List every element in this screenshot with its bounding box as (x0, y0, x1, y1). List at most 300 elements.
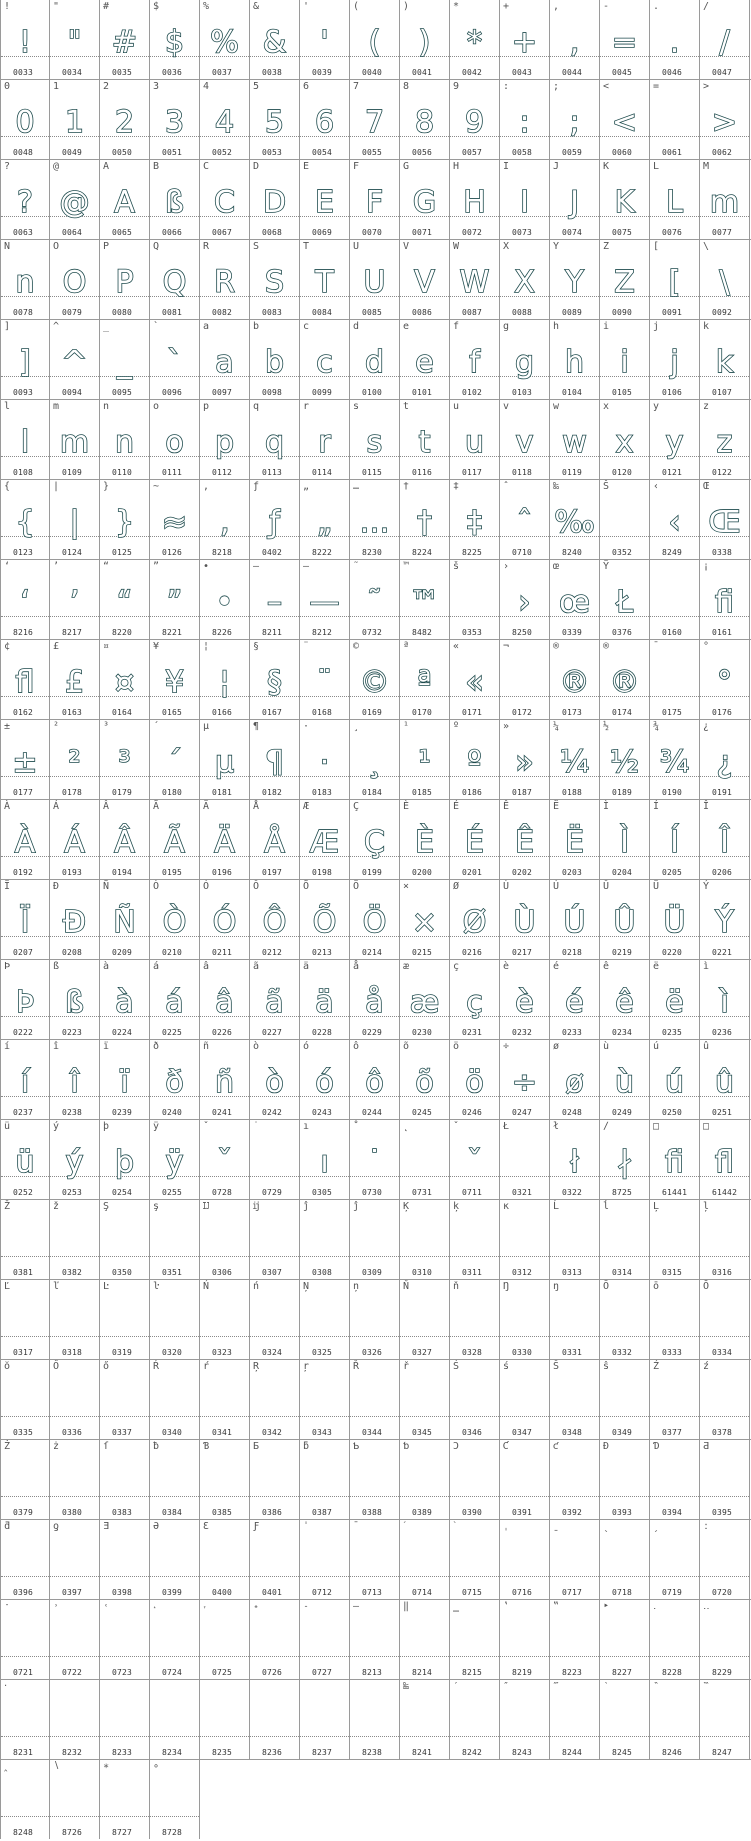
glyph-code: 0123 (13, 548, 34, 557)
glyph-sample: ; (569, 105, 580, 140)
glyph-sample: J (570, 185, 579, 220)
glyph-cell (0, 1360, 50, 1439)
glyph-sample (450, 574, 499, 618)
glyph-sample: Á (64, 825, 85, 860)
glyph-code: 0041 (412, 68, 433, 77)
glyph-code: 8249 (662, 548, 683, 557)
glyph-sample: ± (12, 745, 38, 780)
glyph-code: 0103 (512, 388, 533, 397)
glyph-code: 0237 (13, 1108, 34, 1117)
glyph-sample: ý (65, 1145, 84, 1180)
glyph-row (0, 80, 751, 160)
glyph-code: 0182 (262, 788, 283, 797)
glyph-cell (100, 1200, 150, 1279)
glyph-label: N (4, 241, 11, 252)
glyph-sample: # (111, 25, 138, 60)
glyph-cell (350, 1120, 400, 1199)
glyph-sample: ' (320, 25, 329, 60)
glyph-sample (450, 1614, 499, 1658)
glyph-label: ˌ (503, 1521, 510, 1532)
glyph-cell (200, 1600, 250, 1679)
glyph-sample: < (611, 105, 638, 140)
glyph-cell (600, 800, 650, 879)
glyph-code: 0179 (112, 788, 133, 797)
glyph-cell (350, 1440, 400, 1519)
glyph-cell (450, 400, 500, 479)
glyph-code: 0239 (112, 1108, 133, 1117)
glyph-sample: w (562, 425, 587, 460)
glyph-label: | (53, 481, 60, 492)
empty-slot (600, 1760, 650, 1839)
glyph-sample (400, 1294, 449, 1338)
glyph-label: Ŋ (503, 1281, 510, 1292)
glyph-sample (50, 1694, 99, 1738)
glyph-code: 0086 (412, 308, 433, 317)
glyph-code: 0099 (312, 388, 333, 397)
glyph-cell (650, 880, 700, 959)
glyph-label: Ñ (103, 881, 110, 892)
glyph-cell (200, 800, 250, 879)
glyph-code: 0399 (162, 1588, 183, 1597)
glyph-label: ƒ (253, 481, 260, 492)
glyph-label: ł (553, 1121, 560, 1132)
glyph-code: 8229 (712, 1668, 733, 1677)
glyph-code: 0101 (412, 388, 433, 397)
glyph-cell (400, 1440, 450, 1519)
glyph-label: ļ (703, 1201, 710, 1212)
glyph-cell (700, 800, 750, 879)
glyph-cell (650, 720, 700, 799)
glyph-cell (600, 400, 650, 479)
glyph-sample: ¾ (659, 745, 690, 780)
glyph-cell (0, 880, 50, 959)
glyph-code: 0170 (412, 708, 433, 717)
glyph-sample: ˜ (367, 585, 382, 620)
glyph-label: Ŏ (703, 1281, 710, 1292)
glyph-sample: C (214, 185, 235, 220)
glyph-code: 0717 (562, 1588, 583, 1597)
glyph-cell (450, 1360, 500, 1439)
glyph-label: ´ (153, 721, 160, 732)
glyph-code: 0384 (162, 1508, 183, 1517)
glyph-label: Ö (353, 881, 360, 892)
glyph-code: 0064 (62, 228, 83, 237)
glyph-code: 0316 (712, 1268, 733, 1277)
glyph-sample (650, 654, 699, 698)
glyph-cell (700, 1120, 750, 1199)
glyph-code: 0125 (112, 548, 133, 557)
glyph-code: 0240 (162, 1108, 183, 1117)
glyph-label: Ŝ (553, 1361, 560, 1372)
glyph-cell (500, 1120, 550, 1199)
glyph-sample: [ (668, 265, 681, 300)
glyph-sample (500, 1454, 549, 1498)
glyph-label: W (453, 241, 460, 252)
glyph-code: 0380 (62, 1508, 83, 1517)
glyph-sample (450, 1214, 499, 1258)
glyph-code: 0212 (262, 948, 283, 957)
glyph-code: 0395 (712, 1508, 733, 1517)
glyph-cell (300, 880, 350, 959)
glyph-sample (600, 1614, 649, 1658)
glyph-code: 0190 (662, 788, 683, 797)
glyph-cell (50, 560, 100, 639)
glyph-label: o (153, 401, 160, 412)
glyph-sample: ì (720, 985, 729, 1020)
glyph-label: ˈ (303, 1521, 310, 1532)
glyph-cell (50, 1760, 100, 1839)
glyph-cell (50, 400, 100, 479)
glyph-sample: Ì (620, 825, 629, 860)
glyph-label: s (353, 401, 360, 412)
glyph-cell (300, 1200, 350, 1279)
glyph-code: 0334 (712, 1348, 733, 1357)
glyph-code: 0393 (612, 1508, 633, 1517)
glyph-label: p (203, 401, 210, 412)
glyph-cell (100, 1360, 150, 1439)
glyph-cell (400, 880, 450, 959)
glyph-label: Ł (503, 1121, 510, 1132)
glyph-label: Ƅ (353, 1441, 360, 1452)
glyph-sample: – (267, 585, 282, 620)
glyph-label: ň (453, 1281, 460, 1292)
glyph-cell (450, 80, 500, 159)
glyph-cell (400, 0, 450, 79)
glyph-cell (650, 400, 700, 479)
glyph-cell (550, 1040, 600, 1119)
glyph-code: 0055 (362, 148, 383, 157)
glyph-sample: ’ (69, 585, 80, 620)
glyph-sample (300, 1294, 349, 1338)
glyph-cell (300, 400, 350, 479)
glyph-cell (600, 240, 650, 319)
glyph-label: ń (253, 1281, 260, 1292)
glyph-code: 0084 (312, 308, 333, 317)
empty-slot (250, 1760, 300, 1839)
glyph-label: C (203, 161, 210, 172)
glyph-sample: ‡ (467, 505, 482, 540)
glyph-cell (650, 1360, 700, 1439)
glyph-sample: ü (15, 1145, 35, 1180)
glyph-label: m (53, 401, 60, 412)
glyph-code: 0387 (312, 1508, 333, 1517)
glyph-sample (650, 1454, 699, 1498)
glyph-label: Ï (4, 881, 11, 892)
glyph-cell (400, 1200, 450, 1279)
glyph-code: 0039 (312, 68, 333, 77)
glyph-label: Õ (303, 881, 310, 892)
glyph-label: Ľ (4, 1281, 11, 1292)
glyph-sample (550, 1614, 599, 1658)
glyph-sample (100, 1774, 149, 1818)
glyph-sample: ó (315, 1065, 334, 1100)
glyph-sample: ‹ (668, 505, 681, 540)
glyph-cell (150, 160, 200, 239)
glyph-code: 8225 (462, 548, 483, 557)
glyph-code: 0714 (412, 1588, 433, 1597)
glyph-cell (150, 400, 200, 479)
glyph-code: 0330 (512, 1348, 533, 1357)
glyph-cell (100, 1600, 150, 1679)
glyph-cell (600, 880, 650, 959)
glyph-code: 0255 (162, 1188, 183, 1197)
glyph-label: Ƌ (703, 1441, 710, 1452)
glyph-label: Ż (4, 1441, 11, 1452)
glyph-cell (150, 1600, 200, 1679)
glyph-cell (500, 480, 550, 559)
glyph-label: ż (53, 1441, 60, 1452)
glyph-label: ˏ (653, 1521, 660, 1532)
glyph-sample: m (709, 185, 740, 220)
glyph-label: Ò (153, 881, 160, 892)
glyph-code: 8226 (212, 628, 233, 637)
glyph-label: ¿ (703, 721, 710, 732)
glyph-code: 61442 (712, 1188, 738, 1197)
glyph-label: á (153, 961, 160, 972)
glyph-cell (50, 1120, 100, 1199)
glyph-sample (100, 1614, 149, 1658)
glyph-cell (50, 160, 100, 239)
glyph-sample: Ô (262, 905, 287, 940)
glyph-label: ~ (153, 481, 160, 492)
glyph-sample (250, 1454, 299, 1498)
glyph-code: 0386 (262, 1508, 283, 1517)
glyph-sample: A (114, 185, 135, 220)
glyph-code: 0033 (13, 68, 34, 77)
glyph-code: 0390 (462, 1508, 483, 1517)
glyph-sample (700, 1694, 749, 1738)
glyph-label: 2 (103, 81, 110, 92)
glyph-sample: } (114, 505, 135, 540)
glyph-sample: u (464, 425, 484, 460)
glyph-code: 0308 (312, 1268, 333, 1277)
glyph-code: 0353 (462, 628, 483, 637)
glyph-code: 0232 (512, 1028, 533, 1037)
glyph-code: 0165 (162, 708, 183, 717)
glyph-code: 0379 (13, 1508, 34, 1517)
glyph-sample (1, 1534, 49, 1578)
glyph-cell (300, 960, 350, 1039)
glyph-code: 8245 (612, 1748, 633, 1757)
glyph-sample: £ (64, 665, 85, 700)
glyph-code: 0097 (212, 388, 233, 397)
glyph-cell (0, 1200, 50, 1279)
glyph-cell (550, 960, 600, 1039)
empty-slot (700, 1760, 750, 1839)
glyph-sample: @ (59, 185, 90, 220)
glyph-sample (350, 1294, 399, 1338)
glyph-cell (0, 640, 50, 719)
glyph-code: 0719 (662, 1588, 683, 1597)
glyph-cell (600, 960, 650, 1039)
glyph-cell (550, 720, 600, 799)
glyph-sample (1, 1294, 49, 1338)
glyph-label: O (53, 241, 60, 252)
glyph-sample (650, 1534, 699, 1578)
glyph-label: ã (253, 961, 260, 972)
glyph-code: 0722 (62, 1668, 83, 1677)
glyph-code: 0728 (212, 1188, 233, 1197)
glyph-cell (300, 320, 350, 399)
glyph-code: 0079 (62, 308, 83, 317)
glyph-code: 0037 (212, 68, 233, 77)
glyph-label: ſ (103, 1441, 110, 1452)
glyph-code: 0122 (712, 468, 733, 477)
glyph-code: 0087 (462, 308, 483, 317)
glyph-label: à (103, 961, 110, 972)
glyph-sample: þ (114, 1145, 135, 1180)
glyph-label: ŀ (153, 1281, 160, 1292)
glyph-label: Ƈ (503, 1441, 510, 1452)
glyph-sample: ` (167, 345, 182, 380)
glyph-sample: ù (614, 1065, 634, 1100)
glyph-label: ő (103, 1361, 110, 1372)
glyph-sample (250, 1294, 299, 1338)
glyph-label: ¯ (653, 641, 660, 652)
glyph-code: 0221 (712, 948, 733, 957)
glyph-label: v (503, 401, 510, 412)
glyph-cell (0, 1440, 50, 1519)
glyph-code: 0202 (512, 868, 533, 877)
glyph-cell (50, 480, 100, 559)
glyph-cell (50, 1600, 100, 1679)
glyph-code: 8482 (412, 628, 433, 637)
glyph-cell (600, 1040, 650, 1119)
glyph-cell (300, 1520, 350, 1599)
glyph-code: 8235 (212, 1748, 233, 1757)
glyph-label: j (653, 321, 660, 332)
glyph-label: * (453, 1, 460, 12)
glyph-cell (150, 880, 200, 959)
glyph-label: Ê (503, 801, 510, 812)
glyph-cell (400, 1520, 450, 1599)
glyph-cell (650, 320, 700, 399)
glyph-label: x (603, 401, 610, 412)
glyph-code: 0322 (562, 1188, 583, 1197)
glyph-sample: û (714, 1065, 734, 1100)
glyph-label: ¶ (253, 721, 260, 732)
glyph-code: 0711 (462, 1188, 483, 1197)
glyph-label: º (453, 721, 460, 732)
glyph-label: l (4, 401, 11, 412)
glyph-cell (150, 480, 200, 559)
glyph-sample: p (214, 425, 235, 460)
glyph-label: ‟ (553, 1601, 560, 1612)
glyph-code: 8237 (312, 1748, 333, 1757)
glyph-cell (500, 880, 550, 959)
glyph-sample (350, 1374, 399, 1418)
glyph-label: Ë (553, 801, 560, 812)
glyph-code: 0729 (262, 1188, 283, 1197)
glyph-cell (200, 960, 250, 1039)
glyph-label: r (303, 401, 310, 412)
empty-slot (450, 1760, 500, 1839)
glyph-sample (150, 1614, 199, 1658)
glyph-code: 0345 (412, 1428, 433, 1437)
glyph-code: 0400 (212, 1588, 233, 1597)
glyph-code: 0242 (262, 1108, 283, 1117)
glyph-sample: Å (264, 825, 285, 860)
glyph-code: 8212 (312, 628, 333, 637)
glyph-sample (200, 1374, 249, 1418)
glyph-label: ý (53, 1121, 60, 1132)
glyph-code: 0043 (512, 68, 533, 77)
glyph-sample: r (318, 425, 331, 460)
glyph-sample: t (418, 425, 431, 460)
glyph-label: ƌ (4, 1521, 11, 1532)
glyph-code: 0397 (62, 1588, 83, 1597)
glyph-sample: ∤ (617, 1145, 632, 1180)
glyph-code: 0058 (512, 148, 533, 157)
glyph-cell (550, 1200, 600, 1279)
glyph-sample: ? (17, 185, 33, 220)
glyph-code: 0332 (612, 1348, 633, 1357)
glyph-label: Ś (453, 1361, 460, 1372)
glyph-sample: Ý (715, 905, 734, 940)
glyph-label: â (203, 961, 210, 972)
glyph-sample (250, 1694, 299, 1738)
glyph-cell (400, 640, 450, 719)
glyph-label: è (503, 961, 510, 972)
glyph-code: 0056 (412, 148, 433, 157)
glyph-code: 0060 (612, 148, 633, 157)
glyph-code: 0312 (512, 1268, 533, 1277)
glyph-sample: " (67, 25, 82, 60)
glyph-cell (400, 1040, 450, 1119)
glyph-cell (350, 240, 400, 319)
glyph-cell (200, 320, 250, 399)
glyph-cell (250, 960, 300, 1039)
glyph-code: 0731 (412, 1188, 433, 1197)
glyph-label: ‰ (553, 481, 560, 492)
glyph-cell (0, 1600, 50, 1679)
glyph-label: ô (353, 1041, 360, 1052)
glyph-cell (100, 160, 150, 239)
glyph-code: 0376 (612, 628, 633, 637)
glyph-sample (250, 1534, 299, 1578)
glyph-sample: Y (565, 265, 584, 300)
glyph-sample: § (267, 665, 282, 700)
glyph-label: h (553, 321, 560, 332)
glyph-code: 0162 (13, 708, 34, 717)
glyph-code: 0396 (13, 1588, 34, 1597)
glyph-cell (150, 1280, 200, 1359)
glyph-label: % (203, 1, 210, 12)
glyph-sample: E (315, 185, 334, 220)
glyph-label: e (403, 321, 410, 332)
glyph-code: 0116 (412, 468, 433, 477)
glyph-label: ½ (603, 721, 610, 732)
empty-slot (550, 1760, 600, 1839)
glyph-cell (250, 240, 300, 319)
glyph-sample: Ë (565, 825, 584, 860)
glyph-code: 0050 (112, 148, 133, 157)
glyph-cell (400, 1600, 450, 1679)
glyph-label: ķ (453, 1201, 460, 1212)
glyph-sample: Ã (164, 825, 185, 860)
glyph-code: 8220 (112, 628, 133, 637)
glyph-code: 0208 (62, 948, 83, 957)
glyph-sample: ¿ (716, 745, 733, 780)
glyph-label: ° (703, 641, 710, 652)
glyph-label: “ (103, 561, 110, 572)
glyph-cell (300, 1120, 350, 1199)
glyph-label: ― (353, 1601, 360, 1612)
glyph-label: } (103, 481, 110, 492)
glyph-label: ˊ (403, 1521, 407, 1532)
glyph-sample: Þ (15, 985, 35, 1020)
glyph-code: 0082 (212, 308, 233, 317)
